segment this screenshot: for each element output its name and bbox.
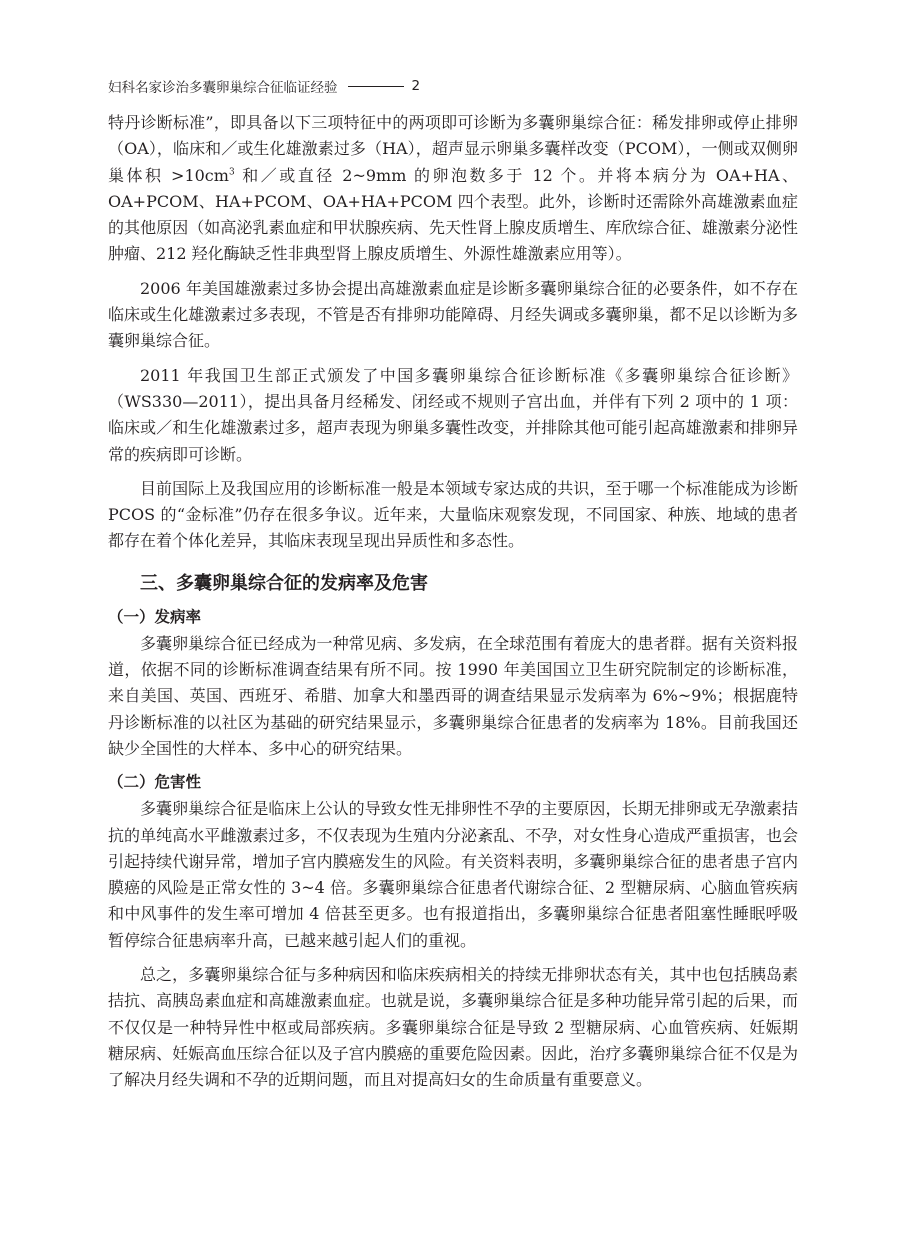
running-head bbox=[108, 76, 808, 96]
section-heading: 三、多囊卵巢综合征的发病率及危害 bbox=[140, 572, 428, 594]
paragraph-aes-2006: 2006 年美国雄激素过多协会提出高雄激素血症是诊断多囊卵巢综合征的必要条件，如不存在临床或生化雄激素过多表现，不管是否有排卵功能障碍、月经失调或多囊卵巢，都不足以诊断为多囊卵巢综合征。 bbox=[108, 278, 798, 351]
header-rule bbox=[348, 86, 404, 87]
paragraph-summary: 总之，多囊卵巢综合征与多种病因和临床疾病相关的持续无排卵状态有关，其中也包括胰岛素拮抗、高胰岛素血症和高雄激素血症。也就是说，多囊卵巢综合征是多种功能异常引起的后果，而不仅仅是一种特异性中枢或局部疾病。多囊卵巢综合征是导致 2 型糖尿病、心血管疾病、妊娠期糖尿病、妊娠高血压综合征以及子宫内膜癌的重要危险因素。因此，治疗多囊卵巢综合征不仅是为了解决月经失调和不孕的近期问题，而且对提高妇女的生命质量有重要意义。 bbox=[108, 965, 798, 1090]
paragraph-harm: 多囊卵巢综合征是临床上公认的导致女性无排卵性不孕的主要原因，长期无排卵或无孕激素拮抗的单纯高水平雌激素过多，不仅表现为生殖内分泌紊乱、不孕，对女性身心造成严重损害，也会引起持续代谢异常，增加子宫内膜癌发生的风险。有关资料表明，多囊卵巢综合征的患者患子宫内膜癌的风险是正常女性的 3~4 倍。多囊卵巢综合征患者代谢综合征、2 型糖尿病、心脑血管疾病和中风事件的发生率可增加 4 倍甚至更多。也有报道指出，多囊卵巢综合征患者阻塞性睡眠呼吸暂停综合征患病率升高，已越来越引起人们的重视。 bbox=[108, 799, 798, 950]
body-text bbox=[108, 110, 798, 1102]
subsection-heading-incidence: （一）发病率 bbox=[108, 607, 202, 626]
page-number: 2 bbox=[411, 78, 421, 94]
book-title: 妇科名家诊治多囊卵巢综合征临证经验 bbox=[108, 80, 338, 96]
paragraph-gold-standard: 目前国际上及我国应用的诊断标准一般是本领域专家达成的共识，至于哪一个标准能成为诊断 PCOS 的“金标准”仍存在很多争议。近年来，大量临床观察发现，不同国家、种族、地域的患者都存在着个体化差异，其临床表现呈现出异质性和多态性。 bbox=[108, 478, 798, 551]
paragraph-rotterdam-criteria: 特丹诊断标准”，即具备以下三项特征中的两项即可诊断为多囊卵巢综合征：稀发排卵或停止排卵（OA），临床和／或生化雄激素过多（HA），超声显示卵巢多囊样改变（PCOM），一侧或双侧卵巢体积 $>10cm^3$ 和／或直径 2~9mm 的卵泡数多于 12 个。并将本病分为 OA+HA、OA+PCOM、HA+PCOM、OA+HA+PCOM 四个表型。此外，诊断时还需除外高雄激素血症的其他原因（如高泌乳素血症和甲状腺疾病、先天性肾上腺皮质增生、库欣综合征、雄激素分泌性肿瘤、212 羟化酶缺乏性非典型肾上腺皮质增生、外源性雄激素应用等）。 bbox=[108, 113, 798, 264]
paragraph-china-2011: 2011 年我国卫生部正式颁发了中国多囊卵巢综合征诊断标准《多囊卵巢综合征诊断》（WS330—2011），提出具备月经稀发、闭经或不规则子宫出血，并伴有下列 2 项中的 1 项：临床或／和生化雄激素过多，超声表现为卵巢多囊性改变，并排除其他可能引起高雄激素和排卵异常的疾病即可诊断。 bbox=[108, 365, 798, 464]
paragraph-incidence: 多囊卵巢综合征已经成为一种常见病、多发病，在全球范围有着庞大的患者群。据有关资料报道，依据不同的诊断标准调查结果有所不同。按 1990 年美国国立卫生研究院制定的诊断标准，来自美国、英国、西班牙、希腊、加拿大和墨西哥的调查结果显示发病率为 6%~9%；根据鹿特丹诊断标准的以社区为基础的研究结果显示，多囊卵巢综合征患者的发病率为 18%。目前我国还缺少全国性的大样本、多中心的研究结果。 bbox=[108, 633, 798, 758]
subsection-heading-harm: （二）危害性 bbox=[108, 773, 202, 792]
